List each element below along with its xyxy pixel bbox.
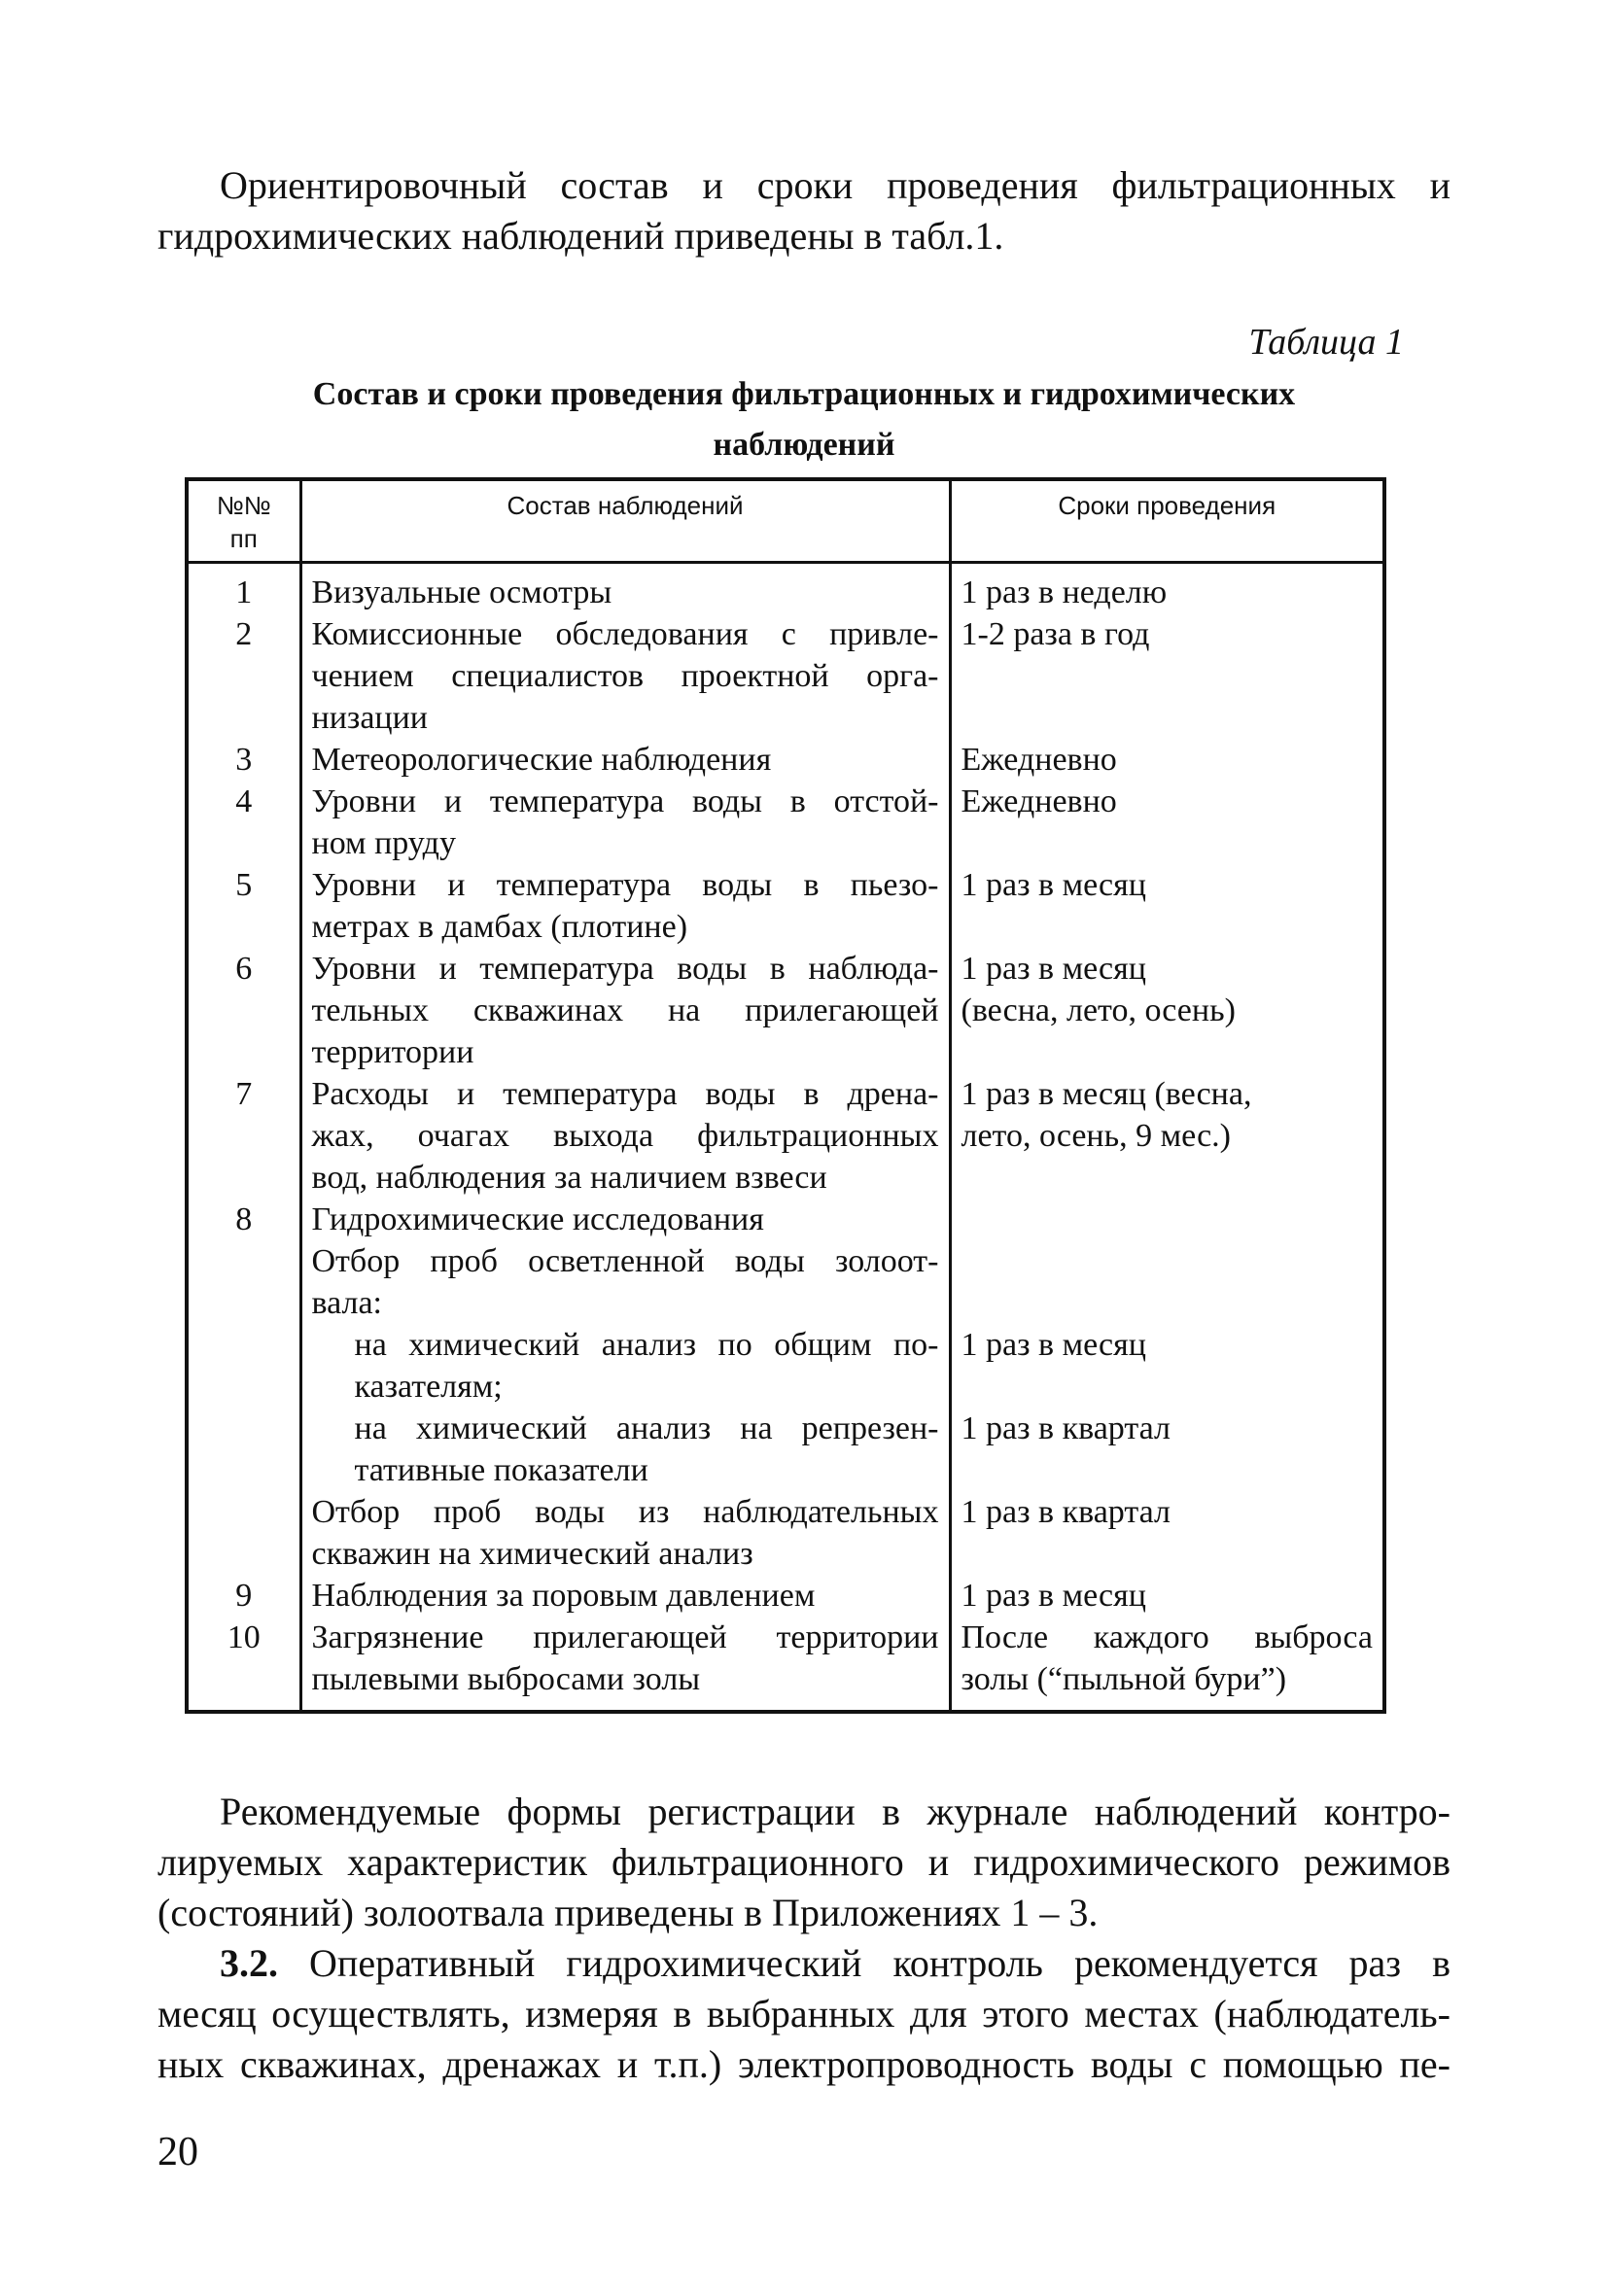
row-term [950,1491,1384,1575]
header-composition: Состав наблюдений [300,479,950,563]
row-term [950,1408,1384,1491]
row-description [300,1240,950,1324]
row-number [187,1324,300,1408]
row-number: 1 [235,574,253,610]
row-term [950,613,1384,739]
row-term-line: 1-2 раза в год [961,616,1150,652]
row-number: 6 [235,951,253,987]
row-description [300,1073,950,1199]
row-description-line: Уровни и температура воды в отстой- [311,783,939,819]
row-description-line: Наблюдения за поровым давлением [311,1578,816,1614]
row-term-line: золы (“пыльной бури”) [961,1661,1287,1697]
header-num-line-1: №№ [216,491,271,520]
row-description-line: Расходы и температура воды в дрена- [311,1076,939,1112]
row-description-line: чением специалистов проектной орга- [311,658,939,694]
row-description-line: на химический анализ на репрезен- [354,1410,939,1446]
row-description-line: Визуальные осмотры [311,574,612,610]
row-description-line: жах, очагах выхода фильтрационных [311,1118,939,1154]
header-num-line-2: пп [229,524,258,553]
row-term-line: Ежедневно [961,742,1117,778]
row-term [950,1199,1384,1240]
page-number: 20 [157,2130,198,2174]
row-term [950,1324,1384,1408]
row-description [300,1617,950,1712]
table-header-row [187,479,1384,563]
row-term [950,1617,1384,1712]
row-description [300,948,950,1073]
row-description [300,613,950,739]
row-description-line: тативные показатели [354,1452,648,1488]
row-description-line: метрах в дамбах (плотине) [311,909,688,945]
table-label: Таблица 1 [1248,322,1404,363]
row-description [300,563,950,614]
para3-line-2: месяц осуществлять, измеряя в выбранных для этого местах (наблюдатель- [157,1992,1451,2035]
para2-line-3: (состояний) золоотвала приведены в Приложениях 1 – 3. [157,1891,1099,1934]
row-term-line: (весна, лето, осень) [961,992,1236,1028]
intro-paragraph [157,160,1451,261]
row-term [950,1575,1384,1617]
table-title-line-2: наблюдений [713,427,895,463]
row-number: 7 [235,1076,253,1112]
row-term [950,1073,1384,1199]
row-number: 3 [235,742,253,778]
row-term-line: 1 раз в месяц [961,1578,1146,1614]
table-row [187,739,1384,781]
row-term [950,1240,1384,1324]
intro-line-1: Ориентировочный состав и сроки проведения фильтрационных и [220,163,1451,207]
row-term [950,739,1384,781]
row-term-line: 1 раз в месяц [961,867,1146,903]
row-description-line: ном пруду [311,825,456,861]
observations-table [185,477,1386,1714]
row-description-line: вод, наблюдения за наличием взвеси [311,1160,827,1196]
para3-line-1-text: Оперативный гидрохимический контроль рекомендуется раз в [309,1941,1451,1985]
row-description-line: территории [311,1034,474,1070]
table-title [157,369,1451,470]
table-row [187,613,1384,739]
row-term [950,948,1384,1073]
table-row [187,1491,1384,1575]
table-row [187,864,1384,948]
table-row [187,1073,1384,1199]
section-number: 3.2. [220,1941,278,1985]
table-title-line-1: Состав и сроки проведения фильтрационных и гидрохимических [312,376,1296,412]
row-description-line: низации [311,700,428,736]
table-row [187,1199,1384,1240]
section-3-2-paragraph [157,1938,1451,2090]
header-terms: Сроки проведения [950,479,1384,563]
row-description [300,1575,950,1617]
row-description-line: Комиссионные обследования с привле- [311,616,939,652]
row-description-line: скважин на химический анализ [311,1536,753,1572]
row-number: 2 [235,616,253,652]
row-description-line: пылевыми выбросами золы [311,1661,701,1697]
row-number [187,1408,300,1491]
table-row [187,781,1384,864]
row-number: 4 [235,783,253,819]
row-description [300,1491,950,1575]
table-row [187,1240,1384,1324]
row-description-line: Загрязнение прилегающей территории [311,1619,939,1655]
table-body [187,563,1384,1713]
row-description-line: Гидрохимические исследования [311,1201,764,1237]
row-number [187,1491,300,1575]
row-term [950,864,1384,948]
row-description-line: Уровни и температура воды в наблюда- [311,951,939,987]
intro-line-2: гидрохимических наблюдений приведены в табл.1. [157,214,1004,258]
row-description-line: Отбор проб осветленной воды золоот- [311,1243,939,1279]
table-row [187,1617,1384,1712]
row-description [300,781,950,864]
row-term-line: 1 раз в квартал [961,1410,1171,1446]
row-term-line: 1 раз в неделю [961,574,1168,610]
row-term-line: 1 раз в месяц (весна, [961,1076,1252,1112]
table-row [187,948,1384,1073]
row-description [300,1199,950,1240]
row-description [300,1324,950,1408]
row-description-line: Метеорологические наблюдения [311,742,772,778]
para2-line-1: Рекомендуемые формы регистрации в журнале наблюдений контро- [220,1790,1451,1833]
row-number [187,1240,300,1324]
table-row [187,1575,1384,1617]
row-term-line: лето, осень, 9 мес.) [961,1118,1231,1154]
row-description-line: Уровни и температура воды в пьезо- [311,867,939,903]
table-row [187,563,1384,614]
row-number: 8 [235,1201,253,1237]
row-number: 10 [227,1619,261,1655]
row-term-line: После каждого выброса [961,1619,1373,1655]
row-term-line: 1 раз в месяц [961,951,1146,987]
row-description [300,864,950,948]
row-term-line: Ежедневно [961,783,1117,819]
para2-line-2: лируемых характеристик фильтрационного и гидрохимического режимов [157,1840,1451,1884]
row-number: 5 [235,867,253,903]
row-description [300,1408,950,1491]
row-term [950,781,1384,864]
row-description-line: тельных скважинах на прилегающей [311,992,939,1028]
table-row [187,1408,1384,1491]
row-term-line: 1 раз в квартал [961,1494,1171,1530]
row-description-line: вала: [311,1285,382,1321]
table-row [187,1324,1384,1408]
header-num [187,479,300,563]
registration-paragraph [157,1787,1451,1938]
row-description-line: на химический анализ по общим по- [354,1327,939,1363]
para3-line-3: ных скважинах, дренажах и т.п.) электропроводность воды с помощью пе- [157,2042,1451,2086]
para3-line-1 [157,1938,1451,1989]
row-description-line: Отбор проб воды из наблюдательных [311,1494,939,1530]
row-term [950,563,1384,614]
row-number: 9 [235,1578,253,1614]
row-description-line: казателям; [354,1369,503,1405]
row-description [300,739,950,781]
row-term-line: 1 раз в месяц [961,1327,1146,1363]
